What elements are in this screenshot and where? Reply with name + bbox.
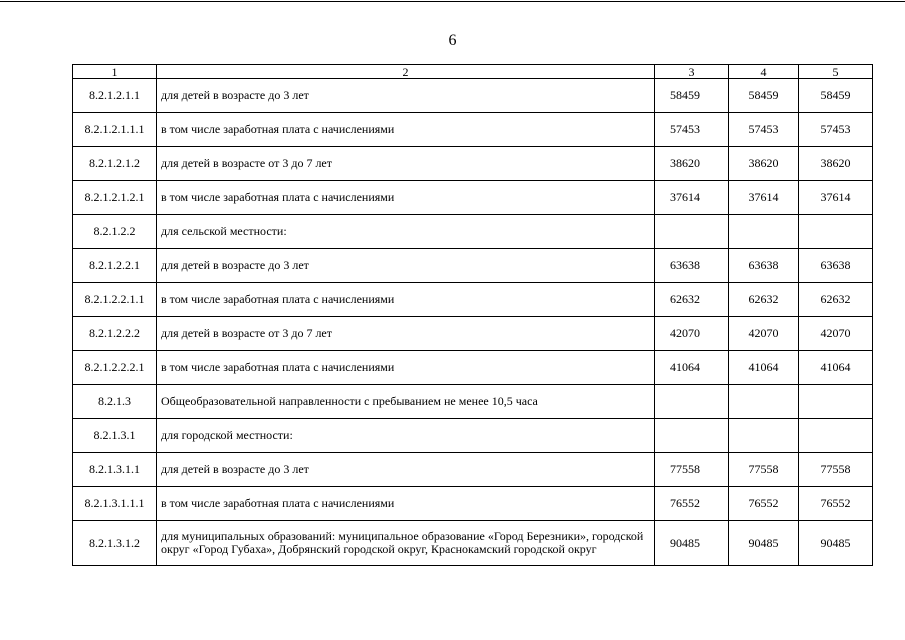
value-col-4-cell: 58459	[729, 79, 799, 113]
code-cell: 8.2.1.2.2	[73, 215, 157, 249]
code-cell: 8.2.1.2.2.2	[73, 317, 157, 351]
name-cell: для сельской местности:	[157, 215, 655, 249]
value-col-3-cell	[655, 385, 729, 419]
value-col-3-cell: 41064	[655, 351, 729, 385]
value-col-4-cell	[729, 385, 799, 419]
value-col-3-cell: 38620	[655, 147, 729, 181]
value-col-5-cell: 76552	[799, 487, 873, 521]
table-row	[73, 215, 873, 249]
value-col-3-cell: 77558	[655, 453, 729, 487]
value-col-4-cell: 77558	[729, 453, 799, 487]
value-col-4-cell	[729, 215, 799, 249]
code-cell: 8.2.1.3.1.1	[73, 453, 157, 487]
table-body	[73, 79, 873, 566]
table-row	[73, 283, 873, 317]
value-col-5-cell: 38620	[799, 147, 873, 181]
name-cell: в том числе заработная плата с начислениями	[157, 283, 655, 317]
code-cell: 8.2.1.2.1.2	[73, 147, 157, 181]
value-col-4-cell: 41064	[729, 351, 799, 385]
header-col-2: 2	[157, 65, 655, 79]
code-cell: 8.2.1.2.1.2.1	[73, 181, 157, 215]
table-row	[73, 487, 873, 521]
value-col-4-cell: 63638	[729, 249, 799, 283]
code-cell: 8.2.1.3.1.2	[73, 521, 157, 566]
table-row	[73, 453, 873, 487]
value-col-3-cell: 58459	[655, 79, 729, 113]
name-cell: в том числе заработная плата с начислениями	[157, 113, 655, 147]
page-number: 6	[448, 32, 457, 49]
table-row	[73, 521, 873, 566]
table-row	[73, 419, 873, 453]
code-cell: 8.2.1.3.1	[73, 419, 157, 453]
table-row	[73, 249, 873, 283]
name-cell: в том числе заработная плата с начислениями	[157, 181, 655, 215]
value-col-5-cell	[799, 215, 873, 249]
value-col-4-cell: 76552	[729, 487, 799, 521]
header-col-4: 4	[729, 65, 799, 79]
budget-table	[72, 64, 873, 566]
value-col-4-cell	[729, 419, 799, 453]
name-cell: для муниципальных образований: муниципальное образование «Город Березники», городской округ «Город Губаха», Добрянский городской округ, Краснокамский городской округ	[157, 521, 655, 566]
value-col-3-cell	[655, 419, 729, 453]
value-col-5-cell	[799, 385, 873, 419]
table-row	[73, 147, 873, 181]
header-row	[73, 65, 873, 79]
value-col-5-cell: 58459	[799, 79, 873, 113]
value-col-4-cell: 90485	[729, 521, 799, 566]
value-col-5-cell: 63638	[799, 249, 873, 283]
value-col-4-cell: 37614	[729, 181, 799, 215]
value-col-4-cell: 57453	[729, 113, 799, 147]
table-row	[73, 351, 873, 385]
scan-edge-line	[0, 1, 905, 2]
name-cell: для детей в возрасте до 3 лет	[157, 453, 655, 487]
name-cell: для городской местности:	[157, 419, 655, 453]
value-col-3-cell: 90485	[655, 521, 729, 566]
table-row	[73, 181, 873, 215]
value-col-5-cell: 77558	[799, 453, 873, 487]
value-col-5-cell: 42070	[799, 317, 873, 351]
code-cell: 8.2.1.2.2.2.1	[73, 351, 157, 385]
code-cell: 8.2.1.2.2.1.1	[73, 283, 157, 317]
table-row	[73, 79, 873, 113]
name-cell: для детей в возрасте от 3 до 7 лет	[157, 317, 655, 351]
code-cell: 8.2.1.2.2.1	[73, 249, 157, 283]
header-col-1: 1	[73, 65, 157, 79]
code-cell: 8.2.1.2.1.1	[73, 79, 157, 113]
value-col-4-cell: 62632	[729, 283, 799, 317]
value-col-5-cell: 57453	[799, 113, 873, 147]
name-cell: для детей в возрасте до 3 лет	[157, 79, 655, 113]
table-row	[73, 113, 873, 147]
name-cell: в том числе заработная плата с начислениями	[157, 351, 655, 385]
code-cell: 8.2.1.3.1.1.1	[73, 487, 157, 521]
header-col-3: 3	[655, 65, 729, 79]
header-col-5: 5	[799, 65, 873, 79]
value-col-3-cell: 37614	[655, 181, 729, 215]
value-col-3-cell: 42070	[655, 317, 729, 351]
table-row	[73, 385, 873, 419]
name-cell: для детей в возрасте от 3 до 7 лет	[157, 147, 655, 181]
code-cell: 8.2.1.2.1.1.1	[73, 113, 157, 147]
value-col-3-cell: 57453	[655, 113, 729, 147]
table-header	[73, 65, 873, 79]
code-cell: 8.2.1.3	[73, 385, 157, 419]
value-col-3-cell	[655, 215, 729, 249]
value-col-5-cell: 90485	[799, 521, 873, 566]
table-row	[73, 317, 873, 351]
name-cell: в том числе заработная плата с начислениями	[157, 487, 655, 521]
value-col-5-cell: 37614	[799, 181, 873, 215]
value-col-4-cell: 42070	[729, 317, 799, 351]
name-cell: Общеобразовательной направленности с пребыванием не менее 10,5 часа	[157, 385, 655, 419]
value-col-3-cell: 62632	[655, 283, 729, 317]
name-cell: для детей в возрасте до 3 лет	[157, 249, 655, 283]
value-col-5-cell	[799, 419, 873, 453]
value-col-4-cell: 38620	[729, 147, 799, 181]
value-col-5-cell: 41064	[799, 351, 873, 385]
value-col-3-cell: 76552	[655, 487, 729, 521]
value-col-3-cell: 63638	[655, 249, 729, 283]
value-col-5-cell: 62632	[799, 283, 873, 317]
